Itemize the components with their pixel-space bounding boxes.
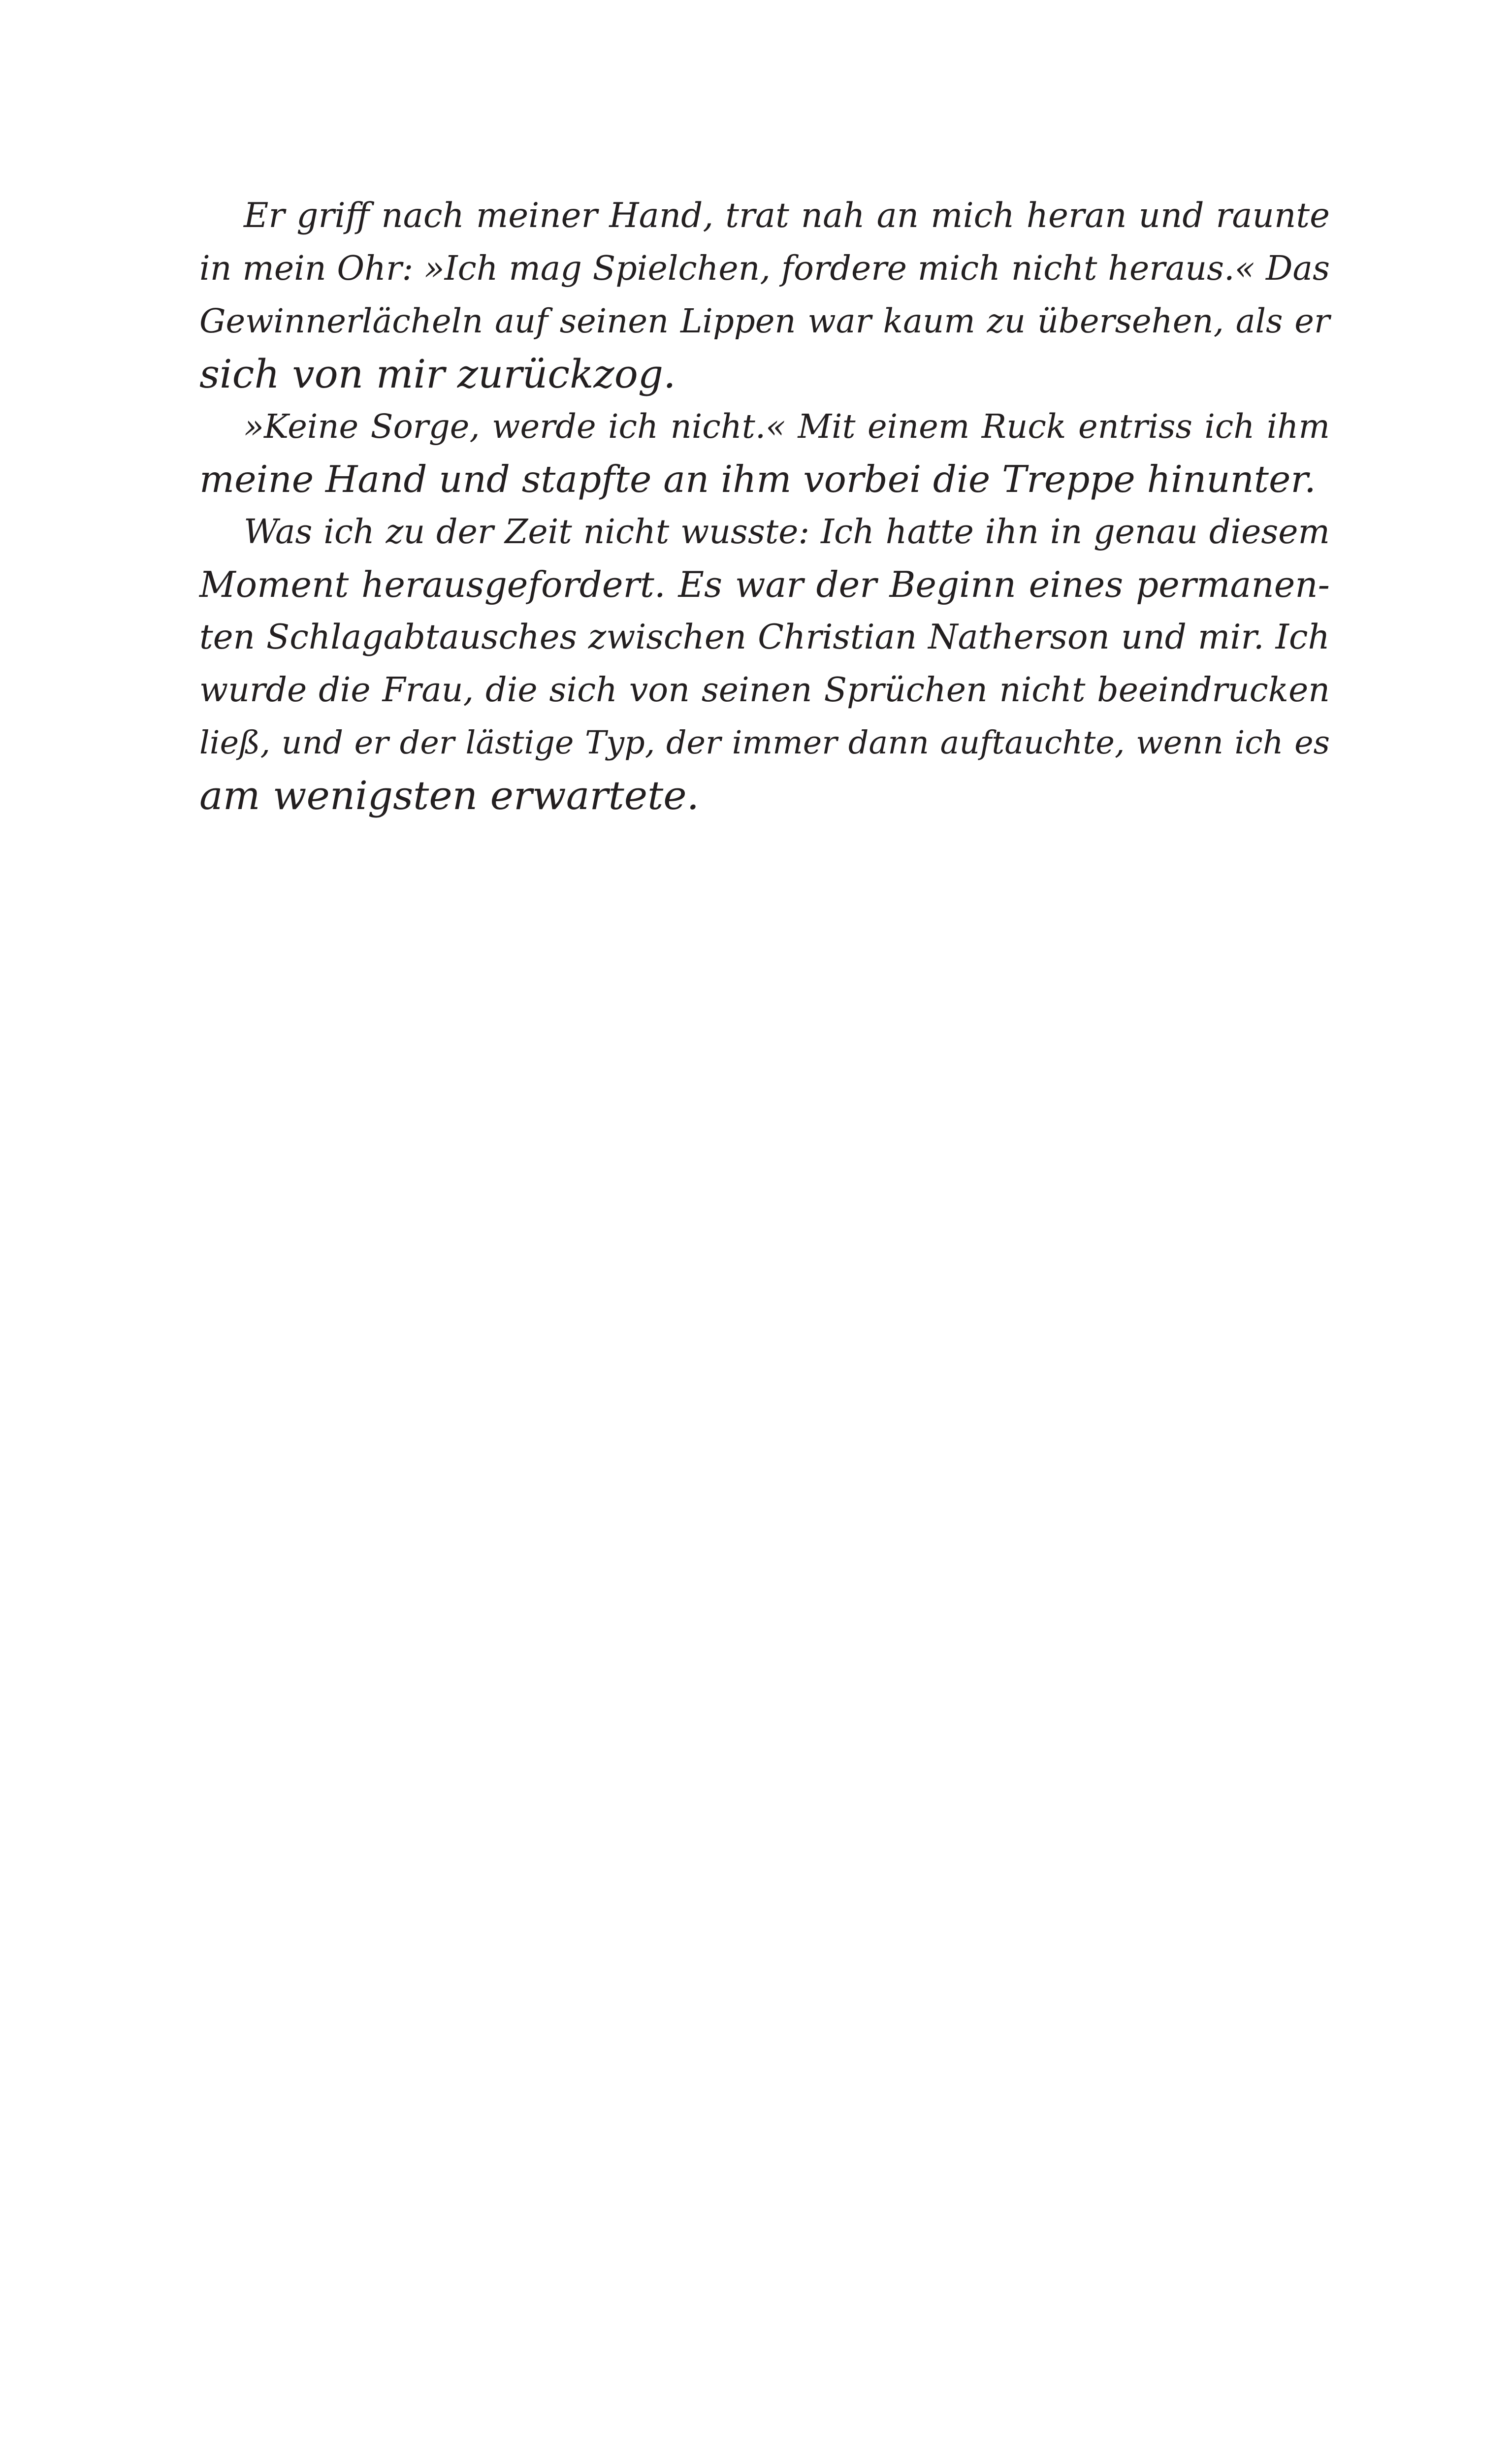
text-line: meine Hand und stapfte an ihm vorbei die Treppe hinunter.	[199, 457, 1316, 501]
text-line: ten Schlagabtausches zwischen Christian Natherson und mir. Ich	[199, 618, 1330, 657]
text-line: sich von mir zurückzog.	[199, 351, 676, 397]
text-line: am wenigsten erwartete.	[199, 773, 700, 818]
text-line: Gewinnerlächeln auf seinen Lippen war kaum zu übersehen, als er	[199, 302, 1330, 340]
text-line: Er griff nach meiner Hand, trat nah an mich heran und raunte	[244, 196, 1330, 235]
paragraph-1	[199, 190, 1330, 400]
text-line: Was ich zu der Zeit nicht wusste: Ich hatte ihn in genau diesem	[244, 513, 1330, 552]
body-text	[199, 190, 1330, 822]
text-line: ließ, und er der lästige Typ, der immer dann auftauchte, wenn ich es	[199, 724, 1330, 761]
text-line: Moment herausgefordert. Es war der Beginn eines permanen-	[199, 564, 1330, 605]
text-line: »Keine Sorge, werde ich nicht.« Mit einem Ruck entriss ich ihm	[244, 407, 1330, 446]
text-line: in mein Ohr: »Ich mag Spielchen, fordere mich nicht heraus.« Das	[199, 249, 1330, 288]
paragraph-3	[199, 506, 1330, 822]
text-line: wurde die Frau, die sich von seinen Sprüchen nicht beeindrucken	[199, 671, 1330, 710]
paragraph-2	[199, 400, 1330, 506]
